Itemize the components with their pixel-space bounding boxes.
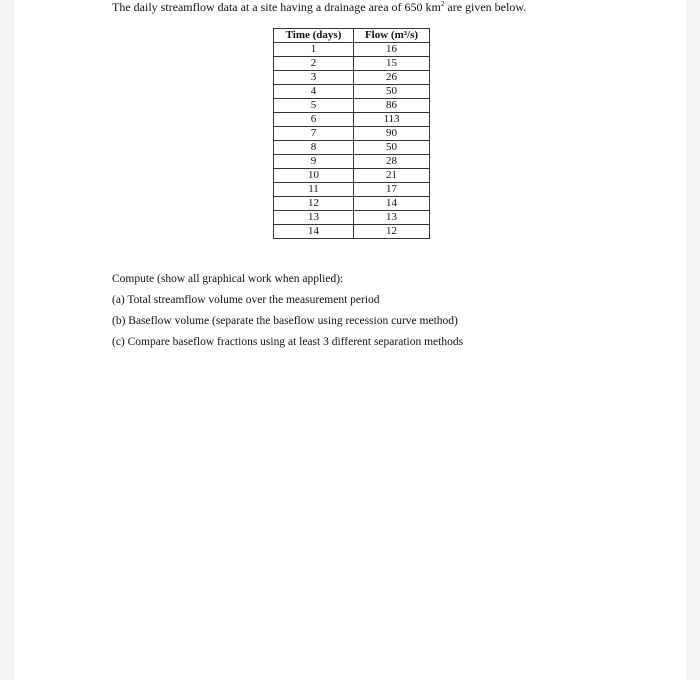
flow-cell: 113 bbox=[354, 113, 430, 127]
time-cell: 9 bbox=[274, 155, 354, 169]
table-row bbox=[274, 85, 430, 99]
table-row bbox=[274, 99, 430, 113]
document-page bbox=[14, 0, 686, 680]
flow-cell: 17 bbox=[354, 183, 430, 197]
table-row bbox=[274, 127, 430, 141]
intro-superscript: 2 bbox=[440, 0, 445, 8]
time-cell: 5 bbox=[274, 99, 354, 113]
time-cell: 12 bbox=[274, 197, 354, 211]
question-b: (b) Baseflow volume (separate the baseflow using recession curve method) bbox=[112, 315, 458, 327]
table-row bbox=[274, 113, 430, 127]
table-row bbox=[274, 169, 430, 183]
table-row bbox=[274, 43, 430, 57]
time-cell: 7 bbox=[274, 127, 354, 141]
question-a: (a) Total streamflow volume over the measurement period bbox=[112, 294, 380, 306]
time-cell: 3 bbox=[274, 71, 354, 85]
time-cell: 2 bbox=[274, 57, 354, 71]
flow-cell: 21 bbox=[354, 169, 430, 183]
time-cell: 10 bbox=[274, 169, 354, 183]
time-cell: 4 bbox=[274, 85, 354, 99]
intro-text bbox=[112, 0, 526, 14]
time-cell: 8 bbox=[274, 141, 354, 155]
table-row bbox=[274, 225, 430, 239]
flow-cell: 13 bbox=[354, 211, 430, 225]
table-row bbox=[274, 71, 430, 85]
question-c: (c) Compare baseflow fractions using at least 3 different separation methods bbox=[112, 336, 464, 348]
questions-block bbox=[112, 272, 463, 356]
flow-cell: 86 bbox=[354, 99, 430, 113]
table-header-row bbox=[274, 29, 430, 43]
flow-cell: 14 bbox=[354, 197, 430, 211]
table-row bbox=[274, 141, 430, 155]
table-row bbox=[274, 197, 430, 211]
table-row bbox=[274, 211, 430, 225]
table-body bbox=[274, 43, 430, 239]
flow-cell: 12 bbox=[354, 225, 430, 239]
streamflow-table bbox=[273, 28, 430, 239]
intro-text-end: are given below. bbox=[444, 0, 527, 14]
flow-cell: 28 bbox=[354, 155, 430, 169]
flow-cell: 15 bbox=[354, 57, 430, 71]
flow-cell: 50 bbox=[354, 85, 430, 99]
flow-cell: 26 bbox=[354, 71, 430, 85]
time-cell: 6 bbox=[274, 113, 354, 127]
intro-text-main: The daily streamflow data at a site having a drainage area of 650 km bbox=[112, 0, 441, 14]
flow-cell: 16 bbox=[354, 43, 430, 57]
table-row bbox=[274, 155, 430, 169]
table-row bbox=[274, 183, 430, 197]
header-time: Time (days) bbox=[274, 29, 354, 43]
flow-cell: 50 bbox=[354, 141, 430, 155]
questions-prompt: Compute (show all graphical work when applied): bbox=[112, 273, 344, 285]
flow-cell: 90 bbox=[354, 127, 430, 141]
time-cell: 13 bbox=[274, 211, 354, 225]
header-flow: Flow (m³/s) bbox=[354, 29, 430, 43]
time-cell: 14 bbox=[274, 225, 354, 239]
time-cell: 1 bbox=[274, 43, 354, 57]
time-cell: 11 bbox=[274, 183, 354, 197]
table-row bbox=[274, 57, 430, 71]
